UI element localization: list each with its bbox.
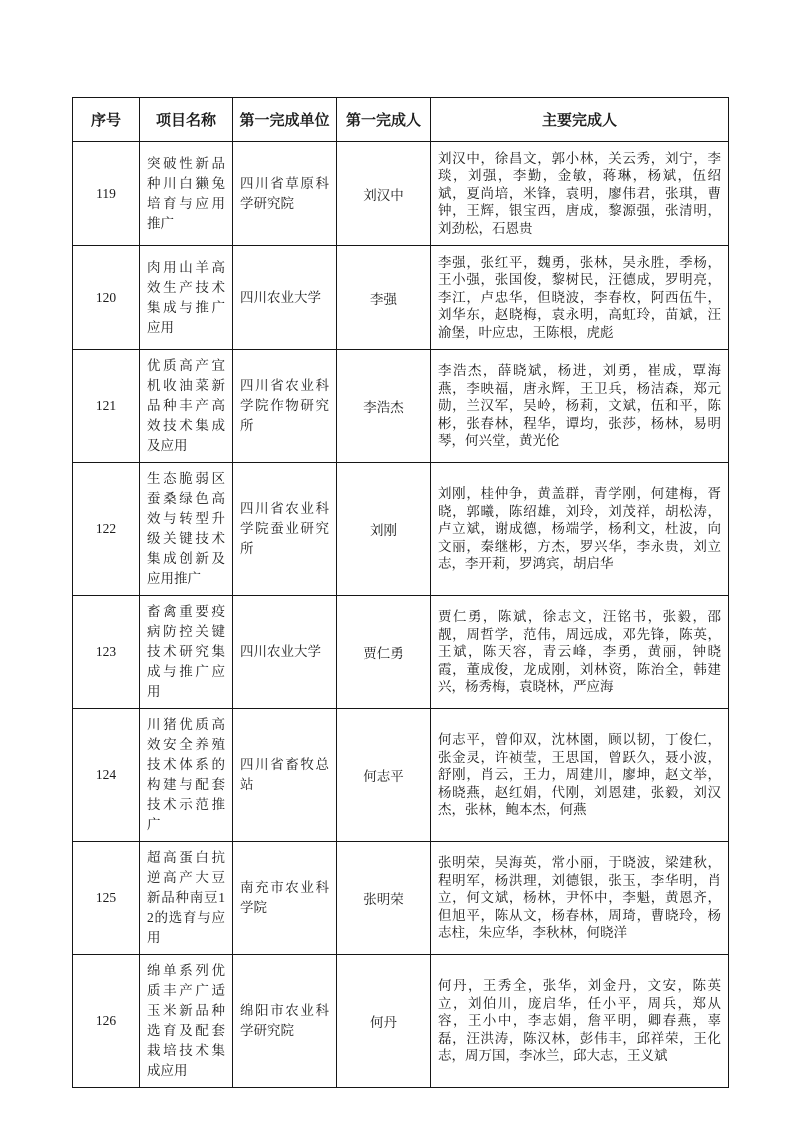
column-header-first-org: 第一完成单位 bbox=[233, 98, 337, 142]
cell-main-persons: 李浩杰，薛晓斌，杨进，刘勇，崔成，覃海燕，李映福，唐永辉，王卫兵，杨洁森，郑元勋，兰汉军，吴岭，杨莉，文斌，伍和平，陈彬，张春林，程华，谭均，张莎，杨林，易明琴，何兴堂，黄光伦 bbox=[431, 350, 729, 463]
cell-project-name: 超高蛋白抗逆高产大豆新品种南豆12的选育与应用 bbox=[140, 842, 233, 955]
cell-main-persons: 刘汉中，徐昌文，郭小林，关云秀，刘宁，李琰，刘强，李勤，金敏，蒋琳，杨斌，伍绍斌，夏尚培，米锋，袁明，廖伟君，张琪，曹钟，王辉，银宝西，唐成，黎源强，张清明，刘劲松，石恩贵 bbox=[431, 142, 729, 246]
cell-first-org: 四川省畜牧总站 bbox=[233, 709, 337, 842]
cell-first-org: 四川农业大学 bbox=[233, 596, 337, 709]
cell-project-name: 畜禽重要疫病防控关键技术研究集成与推广应用 bbox=[140, 596, 233, 709]
table-row bbox=[73, 350, 729, 463]
cell-first-org: 南充市农业科学院 bbox=[233, 842, 337, 955]
cell-first-person: 刘刚 bbox=[337, 463, 431, 596]
cell-main-persons: 何志平，曾仰双，沈林園，顾以韧，丁俊仁，张金灵，许祯莹，王思国，曾跃久，聂小波，舒刚，肖云，王力，周建川，廖坤，赵文举，杨晓燕，赵红娟，代刚，刘恩建，张毅，刘汉杰，张林，鲍本杰，何燕 bbox=[431, 709, 729, 842]
cell-first-person: 贾仁勇 bbox=[337, 596, 431, 709]
table-row bbox=[73, 246, 729, 350]
cell-main-persons: 何丹，王秀全，张华，刘金丹，文安，陈英立，刘伯川，庞启华，任小平，周兵，郑从容，王小中，李志娟，詹平明，卿春燕，辜磊，汪洪涛，陈汉林，彭伟丰，邱祥荣，王化志，周万国，李冰兰，邱大志，王义斌 bbox=[431, 955, 729, 1088]
cell-serial-number: 120 bbox=[73, 246, 140, 350]
cell-serial-number: 122 bbox=[73, 463, 140, 596]
cell-project-name: 突破性新品种川白獭兔培育与应用推广 bbox=[140, 142, 233, 246]
cell-first-person: 何志平 bbox=[337, 709, 431, 842]
cell-first-org: 四川省草原科学研究院 bbox=[233, 142, 337, 246]
cell-project-name: 优质高产宜机收油菜新品种丰产高效技术集成及应用 bbox=[140, 350, 233, 463]
cell-serial-number: 124 bbox=[73, 709, 140, 842]
cell-main-persons: 刘刚，桂仲争，黄盖群，青学刚，何建梅，胥晓，郭曦，陈绍雄，刘玲，刘茂祥，胡松涛，卢立斌，谢成德，杨端学，杨利文，杜波，向文丽，秦继彬，方杰，罗兴华，李永贵，刘立志，李开莉，罗鸿宾，胡启华 bbox=[431, 463, 729, 596]
cell-serial-number: 126 bbox=[73, 955, 140, 1088]
cell-serial-number: 119 bbox=[73, 142, 140, 246]
table-row bbox=[73, 709, 729, 842]
table-row bbox=[73, 955, 729, 1088]
cell-first-person: 李强 bbox=[337, 246, 431, 350]
table-row bbox=[73, 596, 729, 709]
column-header-first-person: 第一完成人 bbox=[337, 98, 431, 142]
cell-serial-number: 123 bbox=[73, 596, 140, 709]
cell-main-persons: 张明荣，吴海英，常小丽，于晓波，梁建秋，程明军，杨洪理，刘德银，张玉，李华明，肖立，何文斌，杨林，尹怀中，李魁，黄恩齐，但旭平，陈从文，杨春林，周琦，曹晓玲，杨志柱，朱应华，李秋林，何晓洋 bbox=[431, 842, 729, 955]
table-row bbox=[73, 842, 729, 955]
cell-first-person: 张明荣 bbox=[337, 842, 431, 955]
awards-table bbox=[72, 97, 729, 1088]
cell-serial-number: 121 bbox=[73, 350, 140, 463]
cell-project-name: 川猪优质高效安全养殖技术体系的构建与配套技术示范推广 bbox=[140, 709, 233, 842]
cell-main-persons: 李强，张红平，魏勇，张林，吴永胜，季杨，王小强，张国俊，黎树民，汪德成，罗明亮，李江，卢忠华，但晓波，李春枚，阿西伍牛，刘华东，赵晓梅，袁永明，高虹玲，苗斌，汪渝堡，叶应忠，王陈根，虎彪 bbox=[431, 246, 729, 350]
cell-first-org: 四川省农业科学院蚕业研究所 bbox=[233, 463, 337, 596]
cell-first-org: 四川农业大学 bbox=[233, 246, 337, 350]
table-row bbox=[73, 463, 729, 596]
column-header-project-name: 项目名称 bbox=[140, 98, 233, 142]
cell-first-org: 四川省农业科学院作物研究所 bbox=[233, 350, 337, 463]
header-row bbox=[73, 98, 729, 142]
cell-first-person: 何丹 bbox=[337, 955, 431, 1088]
cell-first-org: 绵阳市农业科学研究院 bbox=[233, 955, 337, 1088]
cell-first-person: 刘汉中 bbox=[337, 142, 431, 246]
cell-first-person: 李浩杰 bbox=[337, 350, 431, 463]
cell-project-name: 绵单系列优质丰产广适玉米新品种选育及配套栽培技术集成应用 bbox=[140, 955, 233, 1088]
cell-project-name: 生态脆弱区蚕桑绿色高效与转型升级关键技术集成创新及应用推广 bbox=[140, 463, 233, 596]
cell-main-persons: 贾仁勇，陈斌，徐志文，汪铭书，张毅，邵靓，周哲学，范伟，周远成，邓先锋，陈英，王斌，陈天容，青云峰，李勇，黄丽，钟晓霞，董成俊，龙成刚，刘林资，陈治全，韩建兴，杨秀梅，袁晓林，严应海 bbox=[431, 596, 729, 709]
column-header-serial-number: 序号 bbox=[73, 98, 140, 142]
cell-project-name: 肉用山羊高效生产技术集成与推广应用 bbox=[140, 246, 233, 350]
column-header-main-persons: 主要完成人 bbox=[431, 98, 729, 142]
cell-serial-number: 125 bbox=[73, 842, 140, 955]
table-row bbox=[73, 142, 729, 246]
